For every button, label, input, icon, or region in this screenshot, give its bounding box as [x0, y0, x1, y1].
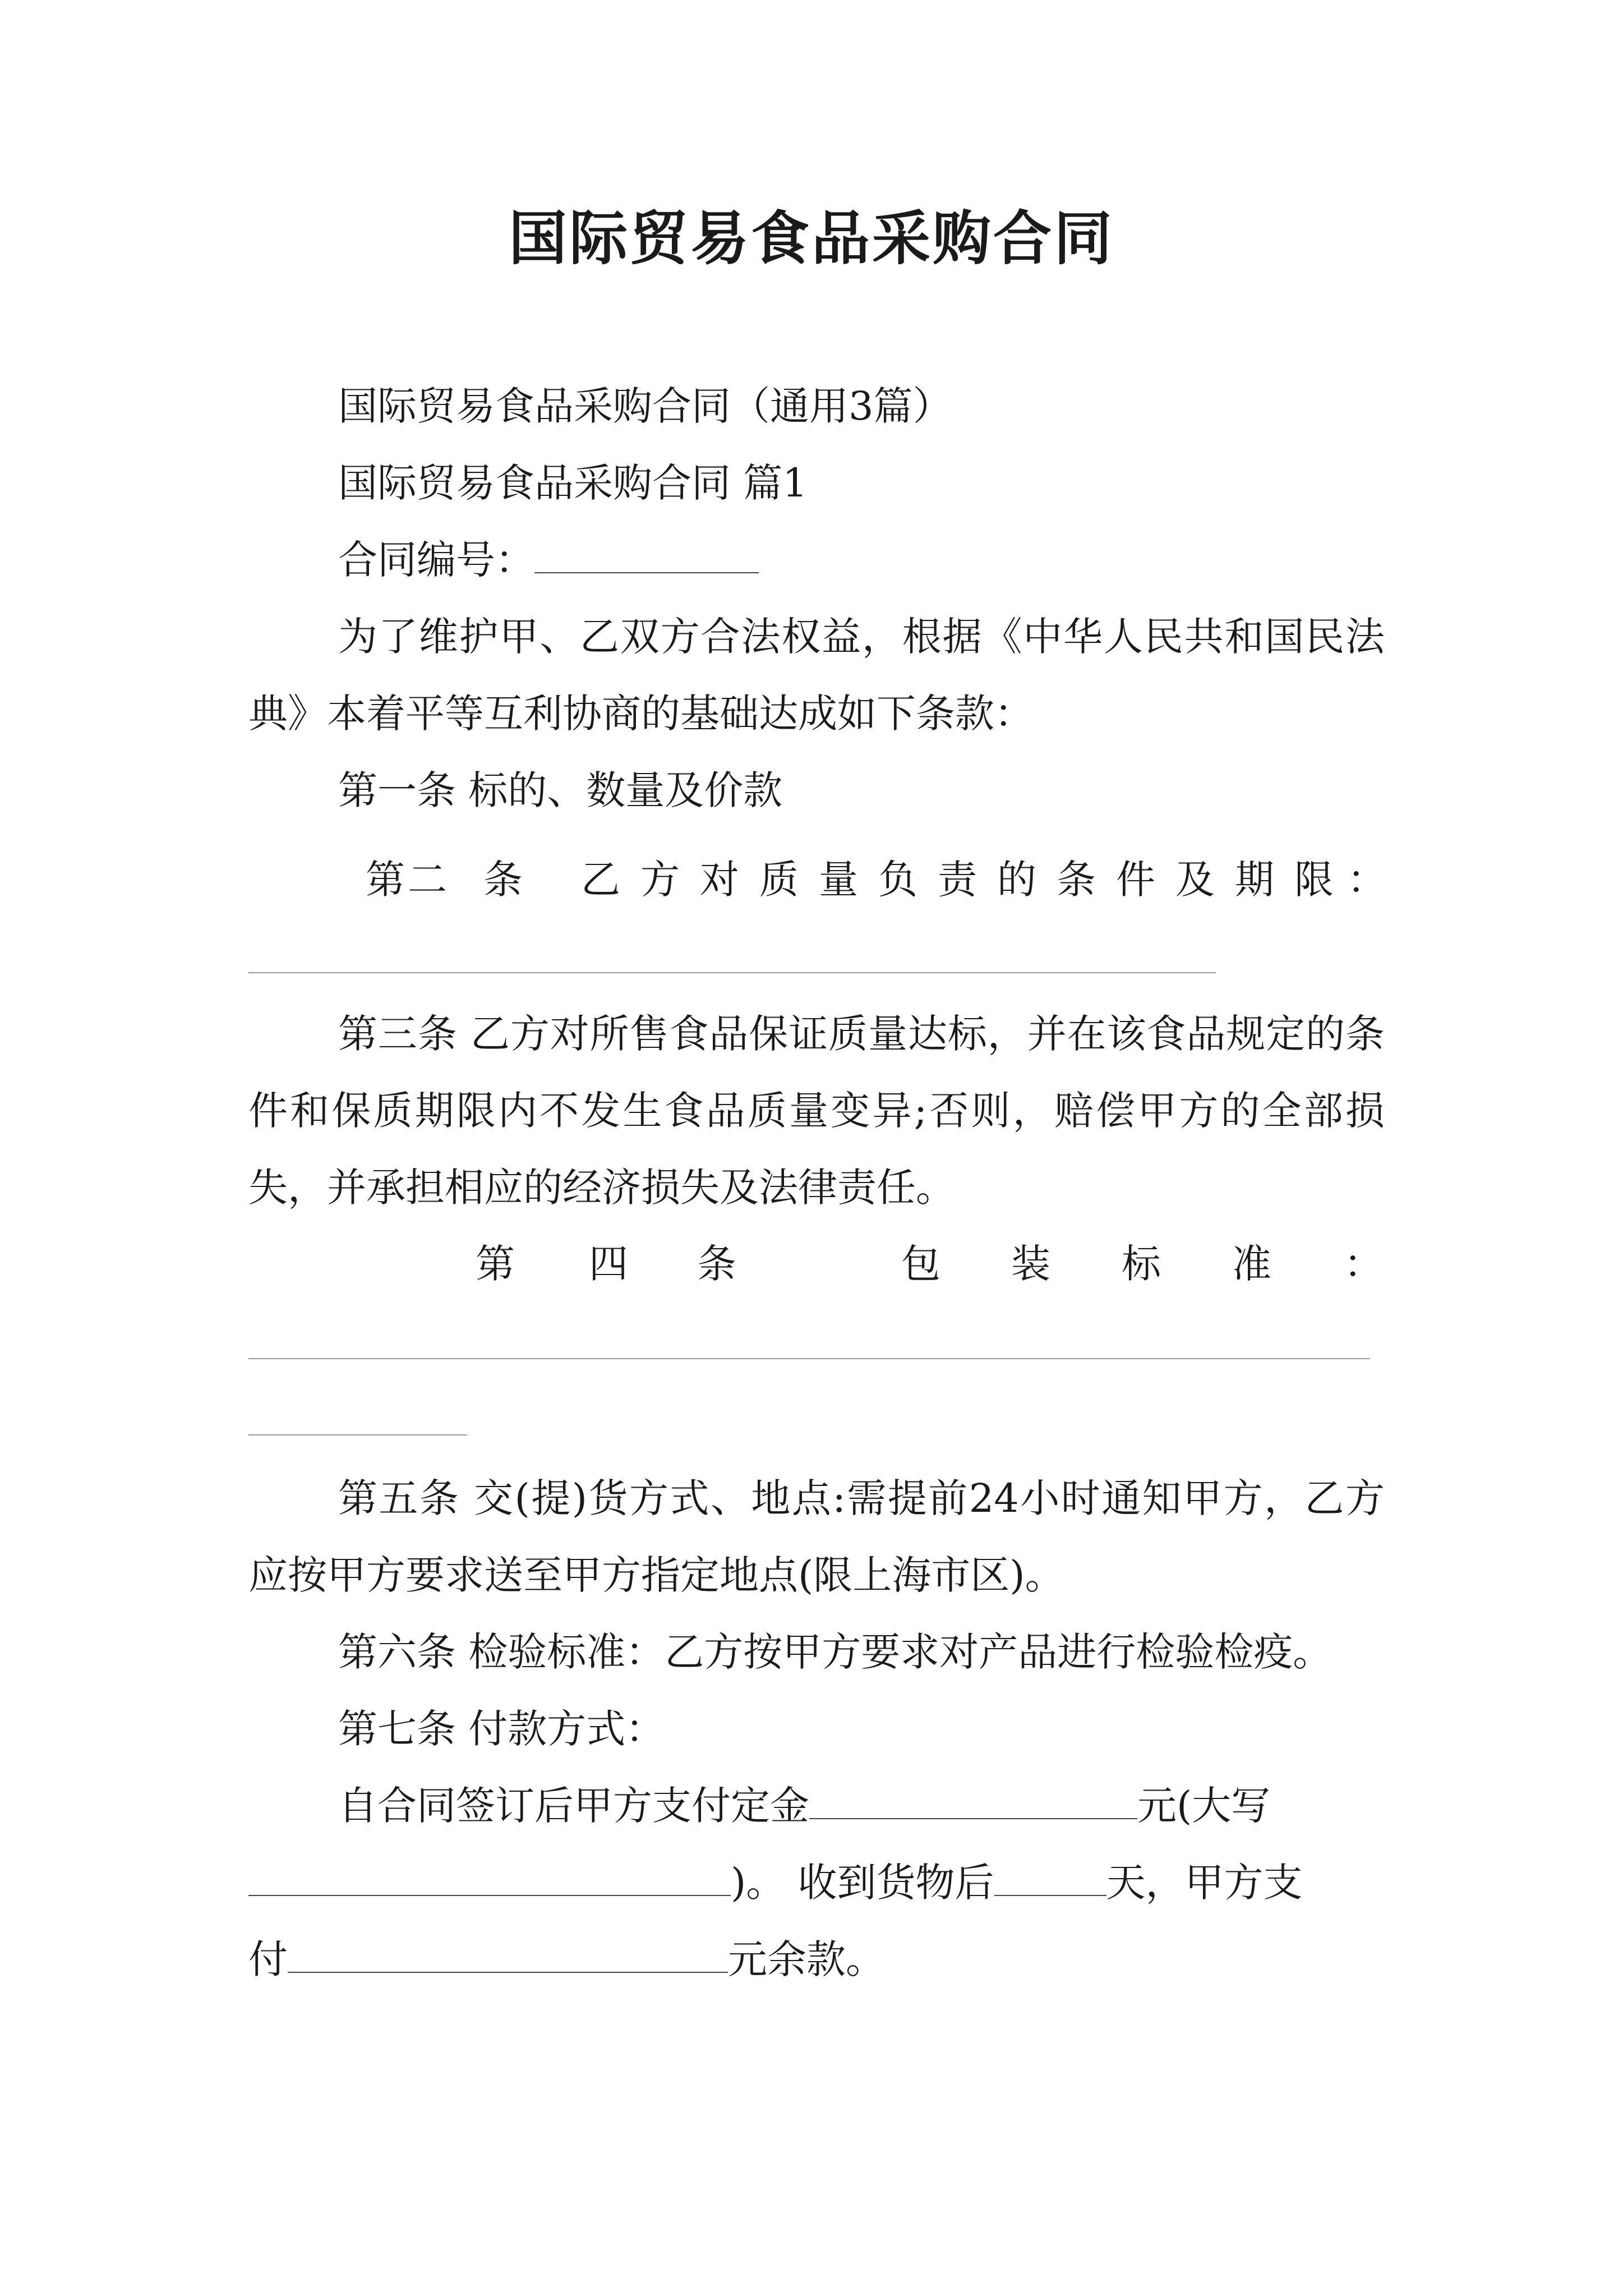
- article-2-char: 责: [938, 857, 977, 903]
- document-body-upper: [248, 368, 1385, 829]
- payment-text: 自合同签订后甲方支付定金: [338, 1783, 809, 1829]
- article-4-char: 条: [697, 1241, 736, 1287]
- payment-text: 付: [248, 1936, 288, 1982]
- deposit-amount-blank: [809, 1784, 1137, 1819]
- payment-line-3: [248, 1921, 1385, 1998]
- article-2-blank: [248, 972, 1216, 973]
- document-body-lower: [248, 1460, 1385, 1998]
- article-2-char: 件: [1116, 857, 1155, 903]
- article-2-char: 条: [1057, 857, 1096, 903]
- document-body-art3: [248, 996, 1385, 1226]
- article-2-char: 条: [483, 857, 523, 903]
- payment-text: 天，甲方支: [1106, 1860, 1303, 1906]
- article-4: [0, 1236, 1623, 1292]
- article-2-char: 对: [700, 857, 739, 903]
- contract-number-blank: [534, 539, 759, 573]
- article-6: 第六条 检验标准：乙方按甲方要求对产品进行检验检疫。: [338, 1629, 1332, 1675]
- article-2-char: 期: [1235, 857, 1274, 903]
- article-4-blank-line1: [248, 1358, 1370, 1359]
- payment-text: 元(大写: [1137, 1783, 1271, 1829]
- part-heading: 国际贸易食品采购合同 篇1: [338, 460, 808, 506]
- article-2-char: 限: [1294, 857, 1334, 903]
- article-7: 第七条 付款方式：: [338, 1706, 665, 1752]
- article-4-char: ：: [1344, 1241, 1383, 1287]
- article-2-char: 二: [408, 857, 447, 903]
- days-blank: [994, 1861, 1106, 1896]
- article-4-char: 标: [1122, 1241, 1161, 1287]
- document-title: 国际贸易食品采购合同: [508, 204, 1114, 273]
- article-2-char: 的: [997, 857, 1036, 903]
- payment-line-1: [248, 1768, 1385, 1844]
- article-2-char: 方: [640, 857, 680, 903]
- payment-text: 元余款。: [728, 1936, 885, 1982]
- article-2-char: 量: [819, 857, 858, 903]
- contract-number-label: 合同编号：: [338, 537, 534, 583]
- article-2-char: 第: [366, 857, 405, 903]
- payment-line-2: [248, 1844, 1385, 1921]
- balance-amount-blank: [288, 1938, 728, 1973]
- contract-number-line: [248, 522, 1385, 599]
- payment-text: )。 收到货物后: [731, 1860, 994, 1906]
- article-4-char: 准: [1232, 1241, 1271, 1287]
- article-4-char: 四: [589, 1241, 628, 1287]
- preamble: 为了维护甲、乙双方合法权益，根据《中华人民共和国民法典》本着平等互利协商的基础达成如下条款：: [248, 614, 1385, 737]
- article-4-char: 包: [901, 1241, 940, 1287]
- article-2-char: 乙: [581, 857, 620, 903]
- article-2-char: 及: [1175, 857, 1215, 903]
- article-5: 第五条 交(提)货方式、地点:需提前24小时通知甲方，乙方应按甲方要求送至甲方指定地点(限上海市区)。: [248, 1475, 1385, 1598]
- deposit-uppercase-blank: [248, 1861, 731, 1896]
- article-4-blank-line2: [248, 1434, 467, 1435]
- article-4-char: 装: [1011, 1241, 1050, 1287]
- article-2-char: 负: [878, 857, 917, 903]
- article-2-char: ：: [1347, 857, 1386, 903]
- article-2: [0, 852, 1623, 908]
- article-1: 第一条 标的、数量及价款: [338, 767, 783, 813]
- article-3: 第三条 乙方对所售食品保证质量达标，并在该食品规定的条件和保质期限内不发生食品质量变异;否则，赔偿甲方的全部损失，并承担相应的经济损失及法律责任。: [248, 1011, 1385, 1211]
- article-2-char: 质: [759, 857, 799, 903]
- article-4-char: 第: [476, 1241, 515, 1287]
- subtitle: 国际贸易食品采购合同（通用3篇）: [338, 383, 952, 429]
